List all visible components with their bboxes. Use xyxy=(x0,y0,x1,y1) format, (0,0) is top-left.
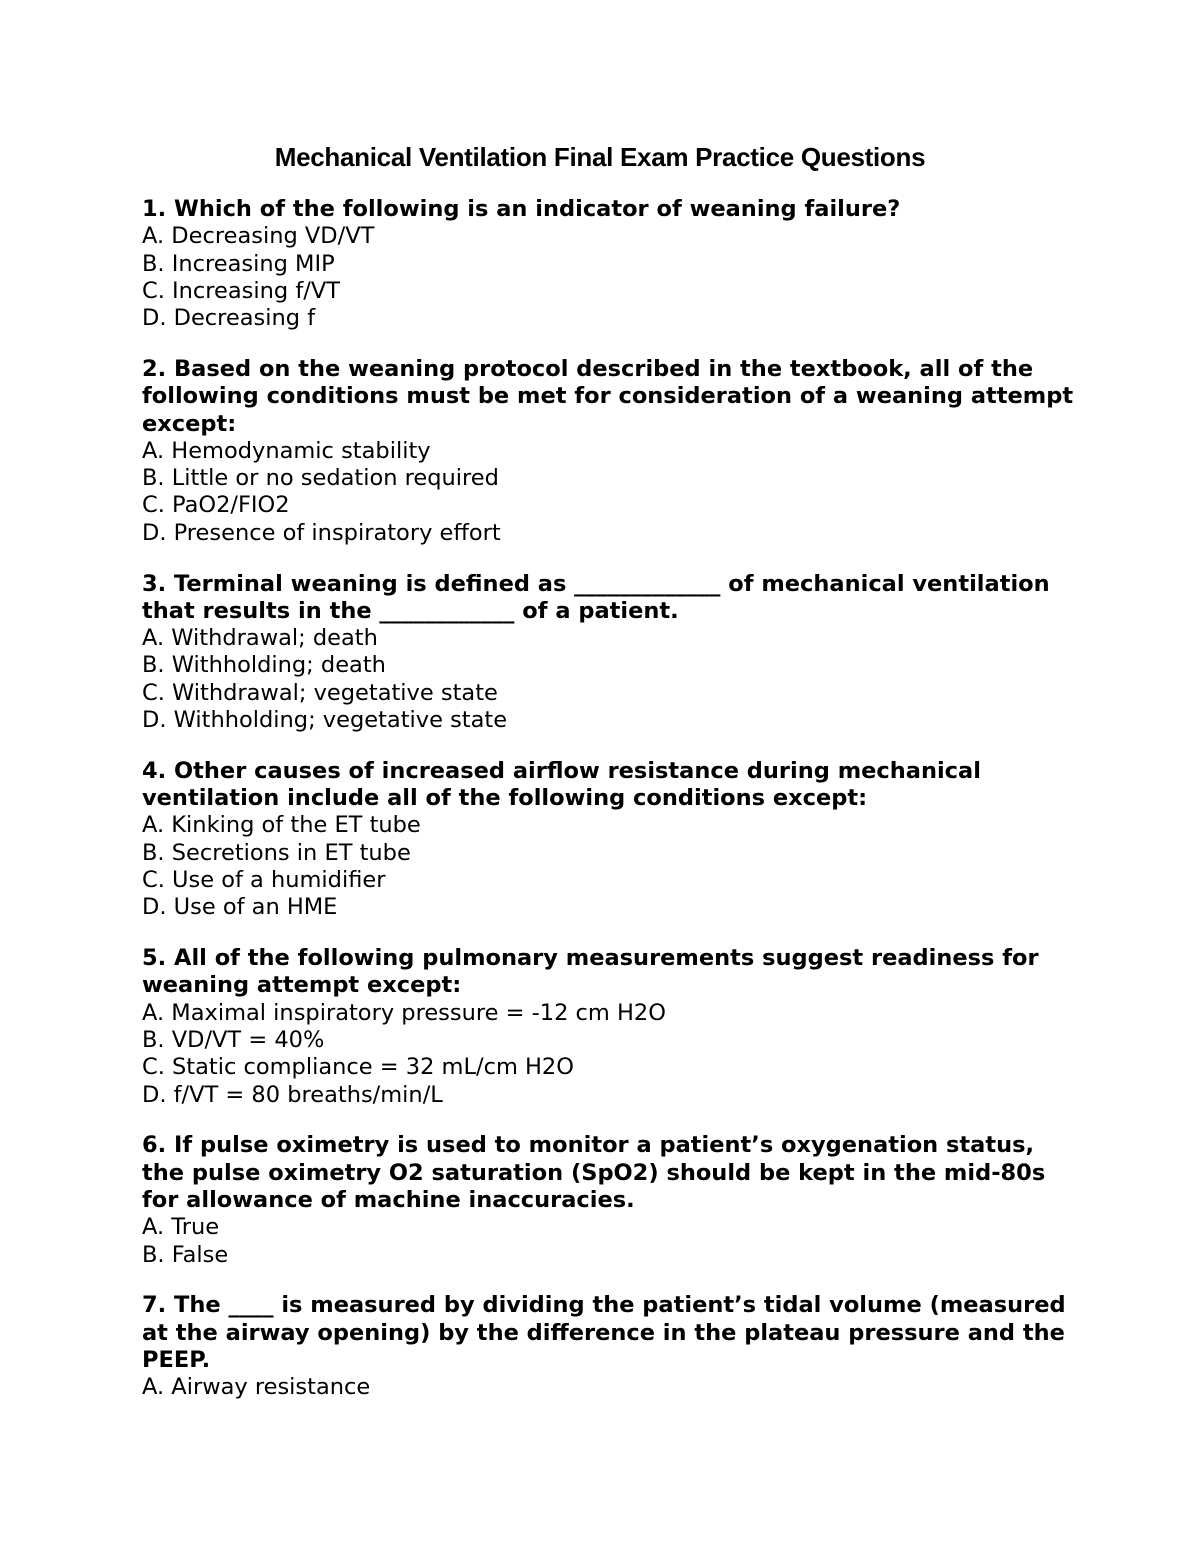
answer-option: D. f/VT = 80 breaths/min/L xyxy=(142,1081,443,1108)
answer-option: B. VD/VT = 40% xyxy=(142,1027,325,1054)
question-list xyxy=(142,196,1082,1425)
answer-option: B. Withholding; death xyxy=(142,652,386,679)
answer-option: B. False xyxy=(142,1241,229,1268)
answer-option: A. True xyxy=(142,1214,220,1241)
question-6 xyxy=(142,1132,1082,1268)
answer-option: D. Withholding; vegetative state xyxy=(142,707,508,734)
page-title: Mechanical Ventilation Final Exam Practice Questions xyxy=(274,142,926,172)
answer-option: D. Use of an HME xyxy=(142,894,338,921)
question-stem: 1. Which of the following is an indicator of weaning failure? xyxy=(142,196,901,222)
answer-option: A. Airway resistance xyxy=(142,1374,371,1401)
question-1 xyxy=(142,196,1082,332)
answer-option: A. Kinking of the ET tube xyxy=(142,812,421,839)
answer-option: C. Withdrawal; vegetative state xyxy=(142,679,498,706)
answer-option: A. Hemodynamic stability xyxy=(142,437,431,464)
answer-option: B. Secretions in ET tube xyxy=(142,839,411,866)
answer-option: C. Increasing f/VT xyxy=(142,277,340,304)
question-5 xyxy=(142,945,1082,1109)
answer-option: A. Withdrawal; death xyxy=(142,625,378,652)
answer-option: C. PaO2/FIO2 xyxy=(142,492,290,519)
question-7 xyxy=(142,1292,1082,1401)
question-stem: 5. All of the following pulmonary measurements suggest readiness for weaning attempt except: xyxy=(142,945,1039,999)
question-stem: 7. The ____ is measured by dividing the patient’s tidal volume (measured at the airway opening) by the difference in the plateau pressure and the PEEP. xyxy=(142,1292,1066,1373)
question-stem: 2. Based on the weaning protocol described in the textbook, all of the following conditions must be met for consideration of a weaning attempt except: xyxy=(142,355,1074,437)
answer-option: B. Increasing MIP xyxy=(142,250,335,277)
question-stem: 6. If pulse oximetry is used to monitor a patient’s oxygenation status, the pulse oximetry O2 saturation (SpO2) should be kept in the mid-80s for allowance of machine inaccuracies. xyxy=(142,1132,1046,1213)
answer-option: D. Decreasing f xyxy=(142,305,316,332)
question-4 xyxy=(142,758,1082,922)
question-stem: 3. Terminal weaning is defined as _____________ of mechanical ventilation that results in the ____________ of a patient. xyxy=(142,570,1050,624)
answer-option: B. Little or no sedation required xyxy=(142,465,499,492)
question-3 xyxy=(142,571,1082,735)
question-stem: 4. Other causes of increased airflow resistance during mechanical ventilation include all of the following conditions except: xyxy=(142,757,981,812)
question-2 xyxy=(142,356,1082,547)
answer-option: C. Use of a humidifier xyxy=(142,867,386,894)
answer-option: A. Maximal inspiratory pressure = -12 cm H2O xyxy=(142,999,666,1026)
answer-option: C. Static compliance = 32 mL/cm H2O xyxy=(142,1054,574,1081)
answer-option: A. Decreasing VD/VT xyxy=(142,223,375,250)
answer-option: D. Presence of inspiratory effort xyxy=(142,519,501,546)
